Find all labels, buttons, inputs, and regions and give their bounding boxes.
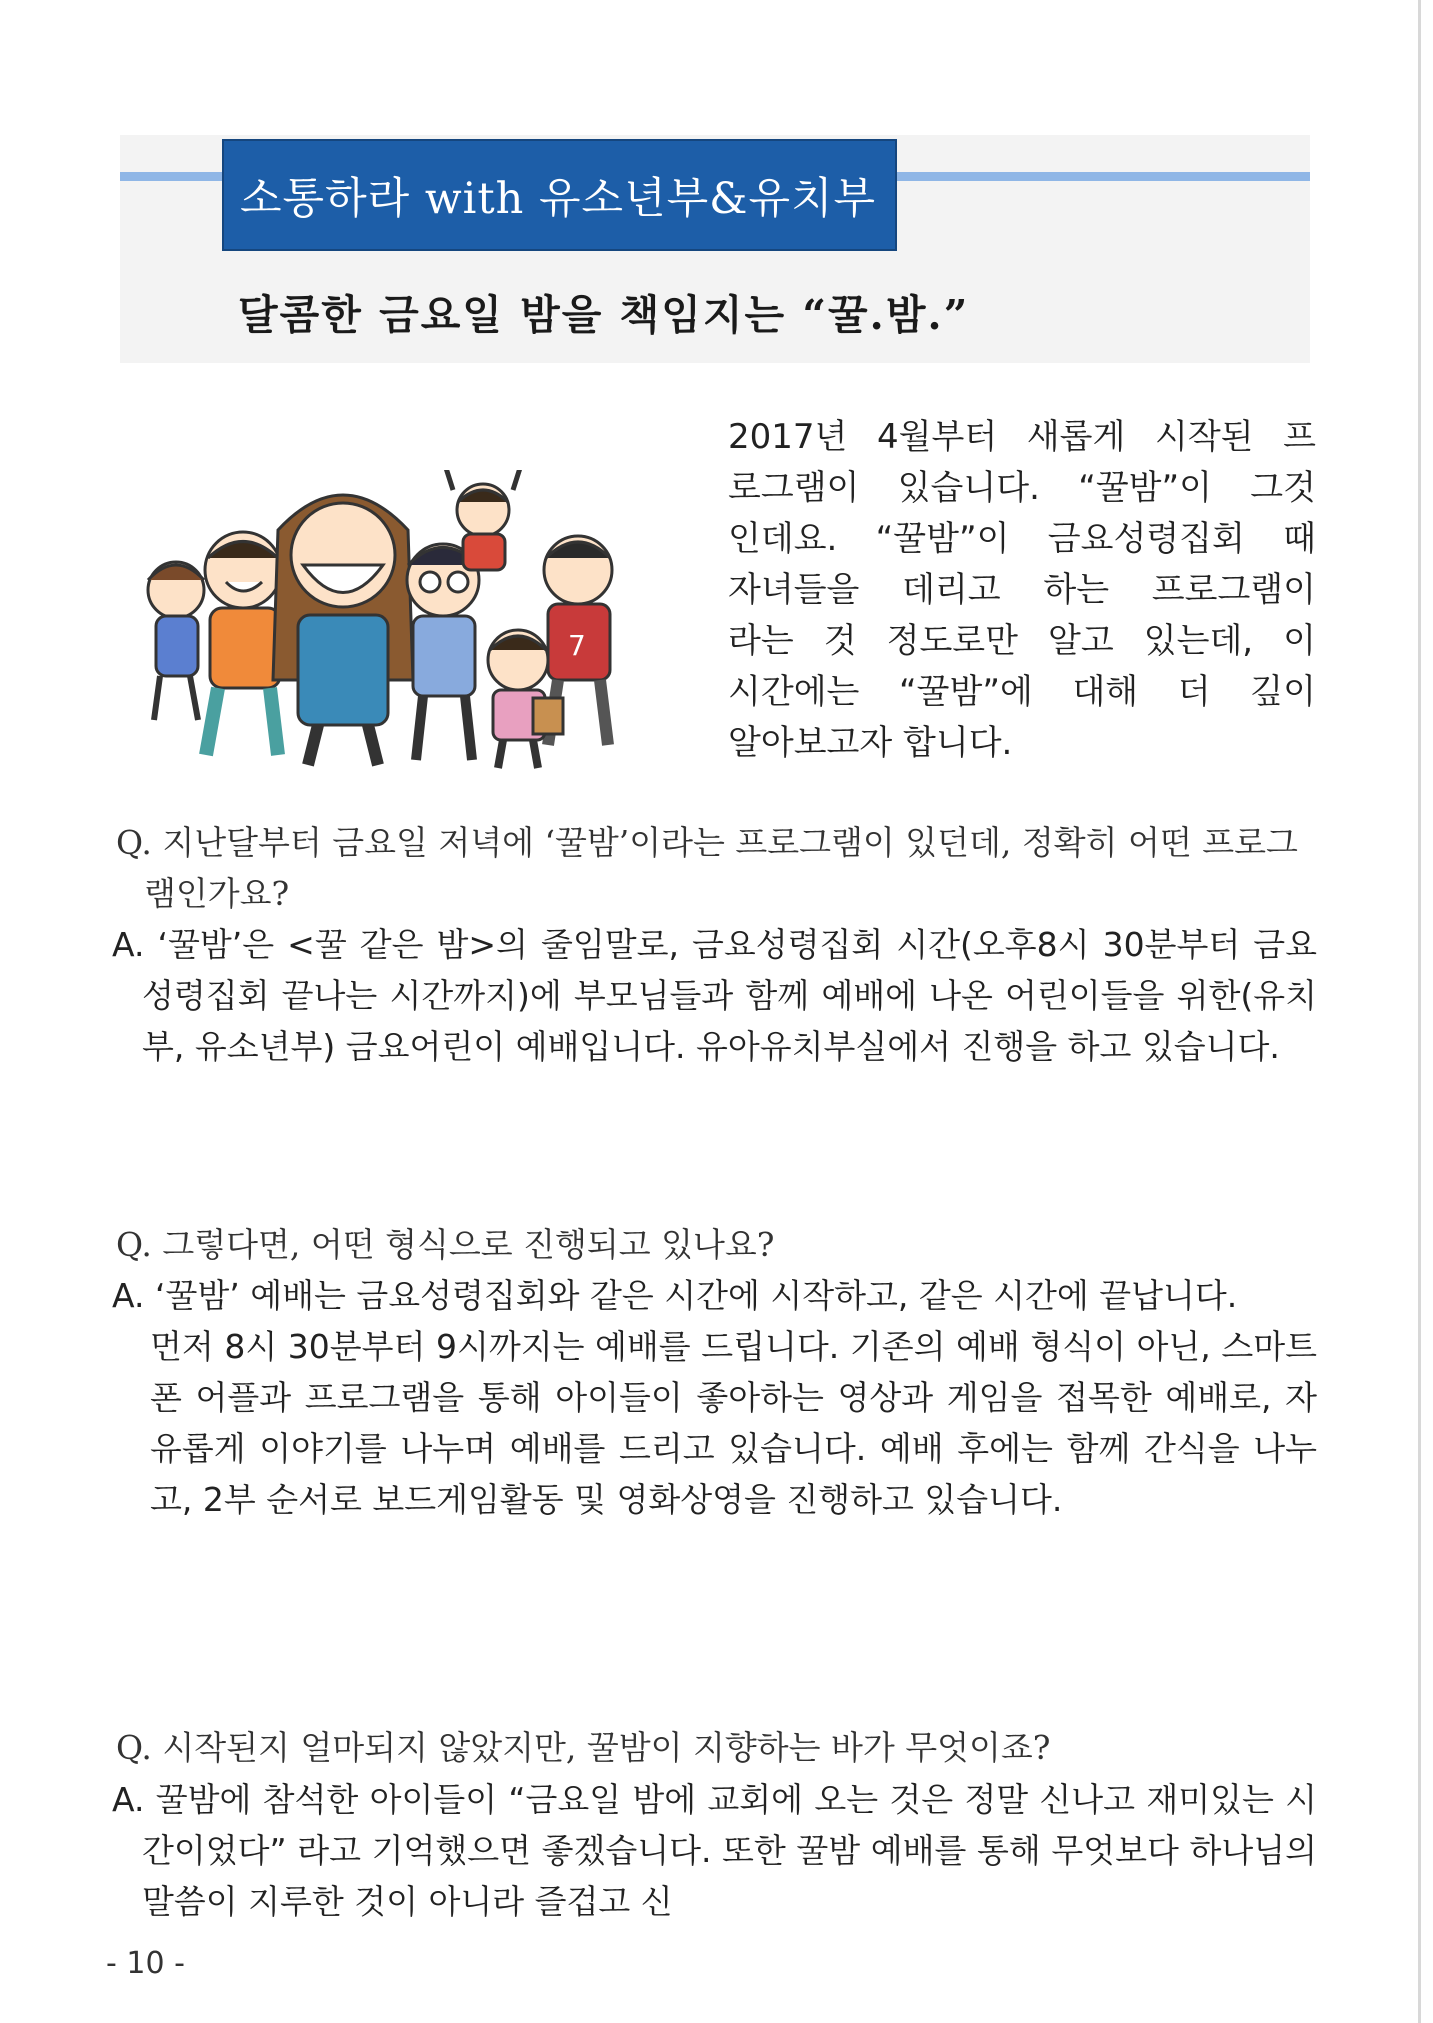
answer-3 xyxy=(112,1774,1317,1927)
children-illustration xyxy=(128,470,648,770)
child-figure-2 xyxy=(205,532,281,755)
child-figure-4 xyxy=(407,544,479,760)
answer-paragraph: A. ‘꿀밤’은 <꿀 같은 밤>의 줄임말로, 금요성령집회 시간(오후8시 30분부터 금요성령집회 끝나는 시간까지)에 부모님들과 함께 예배에 나온 어린이들을 위한(유치부, 유소년부) 금요어린이 예배입니다. 유아유치부실에서 진행을 하고 있습니다. xyxy=(112,925,1317,1066)
section-title: 소통하라 with 유소년부&유치부 xyxy=(240,173,877,224)
section-title-box xyxy=(222,139,897,251)
svg-text:7: 7 xyxy=(568,629,586,662)
intro-line: 로그램이 있습니다. “꿀밤”이 그것 xyxy=(728,468,1316,508)
child-figure-3 xyxy=(273,495,413,765)
answer-paragraph: A. 꿀밤에 참석한 아이들이 “금요일 밤에 교회에 오는 것은 정말 신나고 재미있는 시간이었다” 라고 기억했으면 좋겠습니다. 또한 꿀밤 예배를 통해 무엇보다 하나님의 말씀이 지루한 것이 아니라 즐겁고 신 xyxy=(112,1780,1317,1921)
intro-line: 시간에는 “꿀밤”에 대해 더 깊이 xyxy=(728,672,1316,712)
intro-line: 라는 것 정도로만 알고 있는데, 이 xyxy=(728,621,1316,661)
intro-line: 2017년 4월부터 새롭게 시작된 프 xyxy=(728,417,1316,457)
answer-paragraph: 먼저 8시 30분부터 9시까지는 예배를 드립니다. 기존의 예배 형식이 아닌, 스마트폰 어플과 프로그램을 통해 아이들이 좋아하는 영상과 게임을 접목한 예배로, 자유롭게 이야기를 나누며 예배를 드리고 있습니다. 예배 후에는 함께 간식을 나누고, 2부 순서로 보드게임활동 및 영화상영을 진행하고 있습니다. xyxy=(150,1327,1317,1519)
intro-line: 인데요. “꿀밤”이 금요성령집회 때 xyxy=(728,519,1316,559)
answer-1 xyxy=(112,919,1317,1072)
answer-paragraph: A. ‘꿀밤’ 예배는 금요성령집회와 같은 시간에 시작하고, 같은 시간에 끝납니다. xyxy=(112,1276,1238,1315)
question-3: Q. 시작된지 얼마되지 않았지만, 꿀밤이 지향하는 바가 무엇이죠? xyxy=(116,1728,1051,1767)
article-subtitle: 달콤한 금요일 밤을 책임지는 “꿀.밤.” xyxy=(238,291,970,339)
question-1: Q. 지난달부터 금요일 저녁에 ‘꿀밤’이라는 프로그램이 있던데, 정확히 어떤 프로그램인가요? xyxy=(116,823,1298,913)
intro-paragraph xyxy=(728,412,1316,769)
child-figure-1 xyxy=(148,562,204,720)
answer-2 xyxy=(112,1270,1317,1525)
question-2: Q. 그렇다면, 어떤 형식으로 진행되고 있나요? xyxy=(116,1225,775,1264)
intro-line: 자녀들을 데리고 하는 프로그램이 xyxy=(728,570,1316,610)
page-number: - 10 - xyxy=(106,1946,185,1981)
intro-line: 알아보고자 합니다. xyxy=(728,723,1013,763)
page-edge-shadow xyxy=(1418,0,1421,2023)
